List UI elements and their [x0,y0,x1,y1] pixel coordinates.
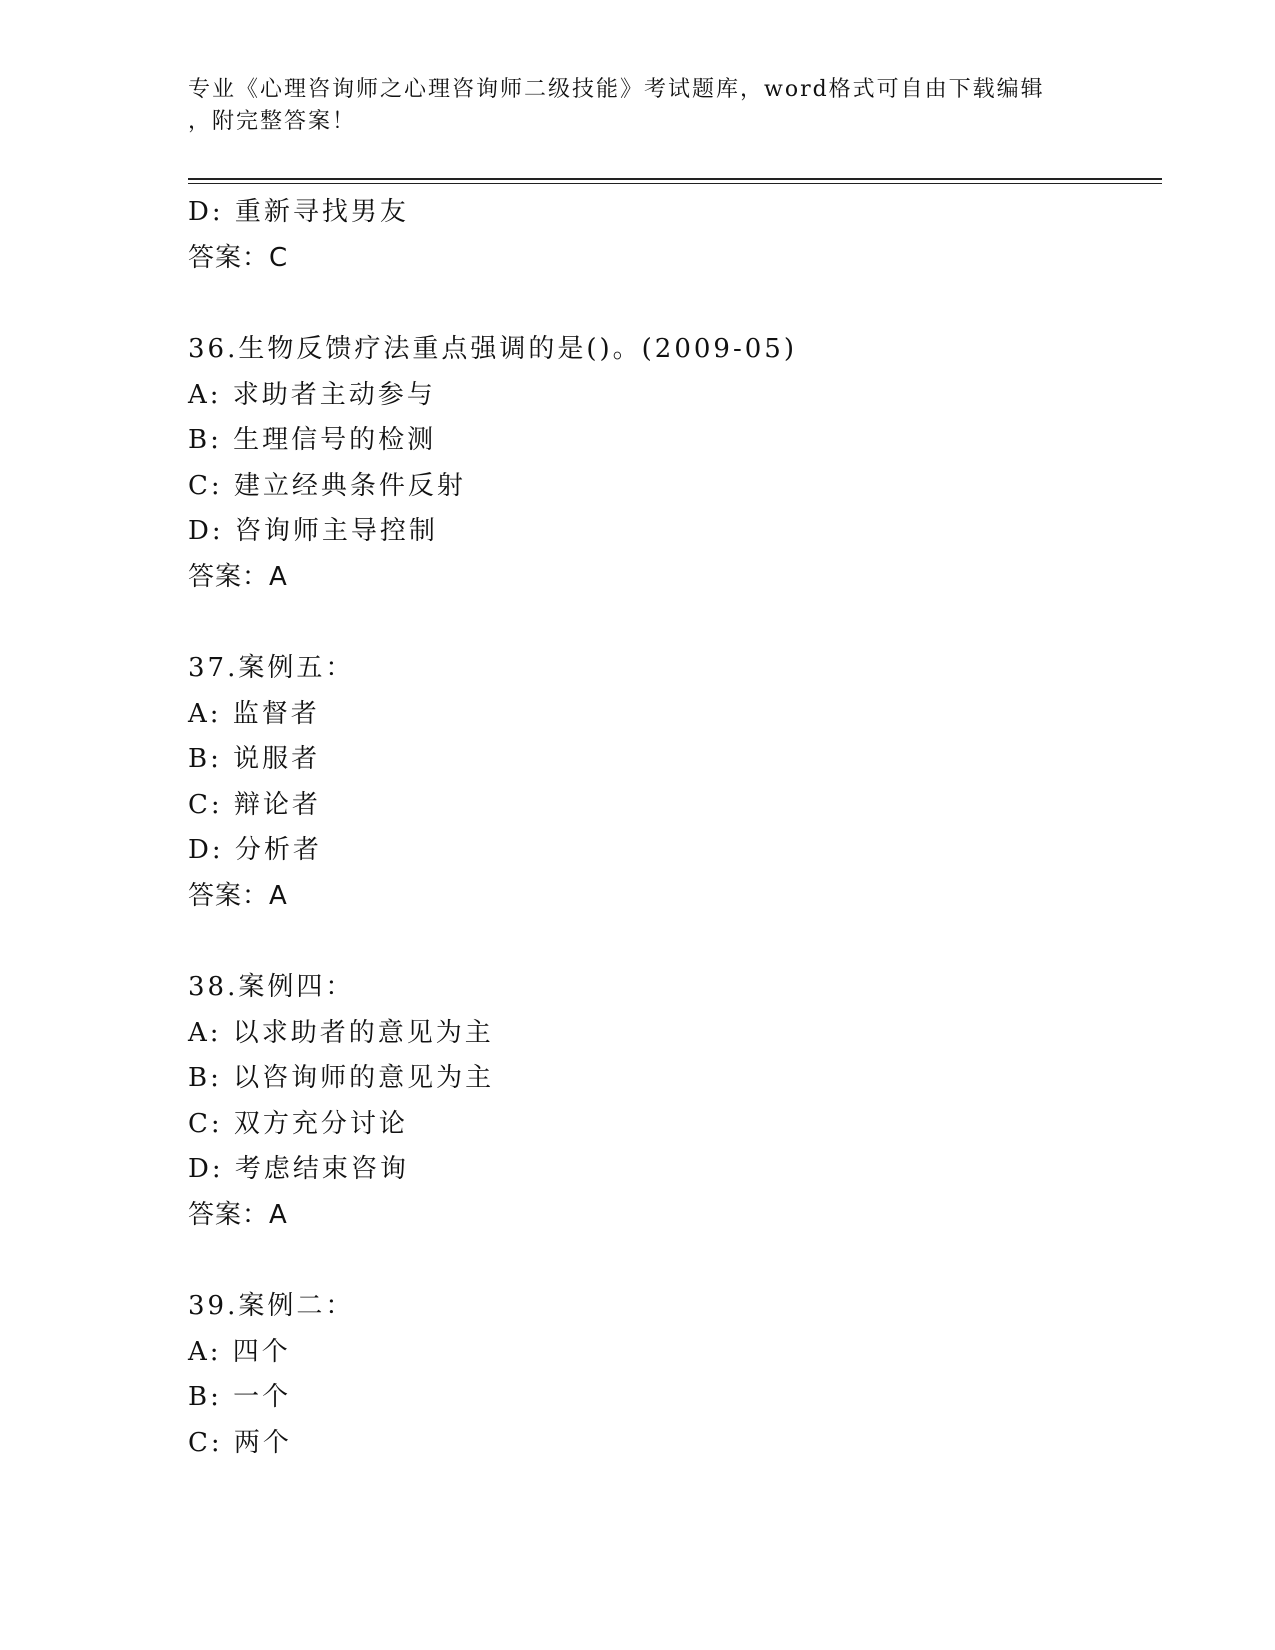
option-a: A: 四个 [188,1336,291,1367]
spacer [188,281,1148,327]
question-38 [188,965,1148,1238]
answer-line: 答案：A [188,880,288,911]
option-d: D: 分析者 [188,835,322,865]
option-b: B: 以咨询师的意见为主 [188,1063,495,1093]
answer-line: 答案：C [188,242,289,273]
option-d: D: 考虑结束咨询 [188,1154,409,1184]
option-d: D: 重新寻找男友 [188,197,409,227]
header-title-line: 专业《心理咨询师之心理咨询师二级技能》考试题库，word格式可自由下载编辑 [188,77,1045,102]
option-c: C: 双方充分讨论 [188,1108,408,1139]
answer-line: 答案：A [188,1199,288,1230]
question-stem: 38.案例四： [188,972,355,1002]
question-37 [188,646,1148,919]
option-b: B: 一个 [188,1382,292,1412]
header-divider-thick [188,178,1162,180]
option-b: B: 生理信号的检测 [188,425,437,455]
spacer [188,919,1148,965]
option-a: A: 求助者主动参与 [188,379,436,410]
option-a: A: 以求助者的意见为主 [188,1017,494,1048]
header-divider-thin [188,183,1162,184]
document-header [188,74,1088,138]
question-stem: 36.生物反馈疗法重点强调的是()。(2009-05) [188,334,797,364]
question-stem: 39.案例二： [188,1291,355,1321]
option-c: C: 建立经典条件反射 [188,470,466,501]
option-b: B: 说服者 [188,744,321,774]
header-title-continuation: ，附完整答案！ [188,109,357,134]
option-c: C: 辩论者 [188,789,321,820]
question-39 [188,1284,1148,1466]
option-d: D: 咨询师主导控制 [188,516,438,546]
spacer [188,600,1148,646]
answer-line: 答案：A [188,561,288,592]
question-list [188,190,1148,1466]
question-35-tail [188,190,1148,281]
question-stem: 37.案例五： [188,653,355,683]
option-a: A: 监督者 [188,698,320,729]
spacer [188,1238,1148,1284]
option-c: C: 两个 [188,1427,292,1458]
question-36 [188,327,1148,600]
